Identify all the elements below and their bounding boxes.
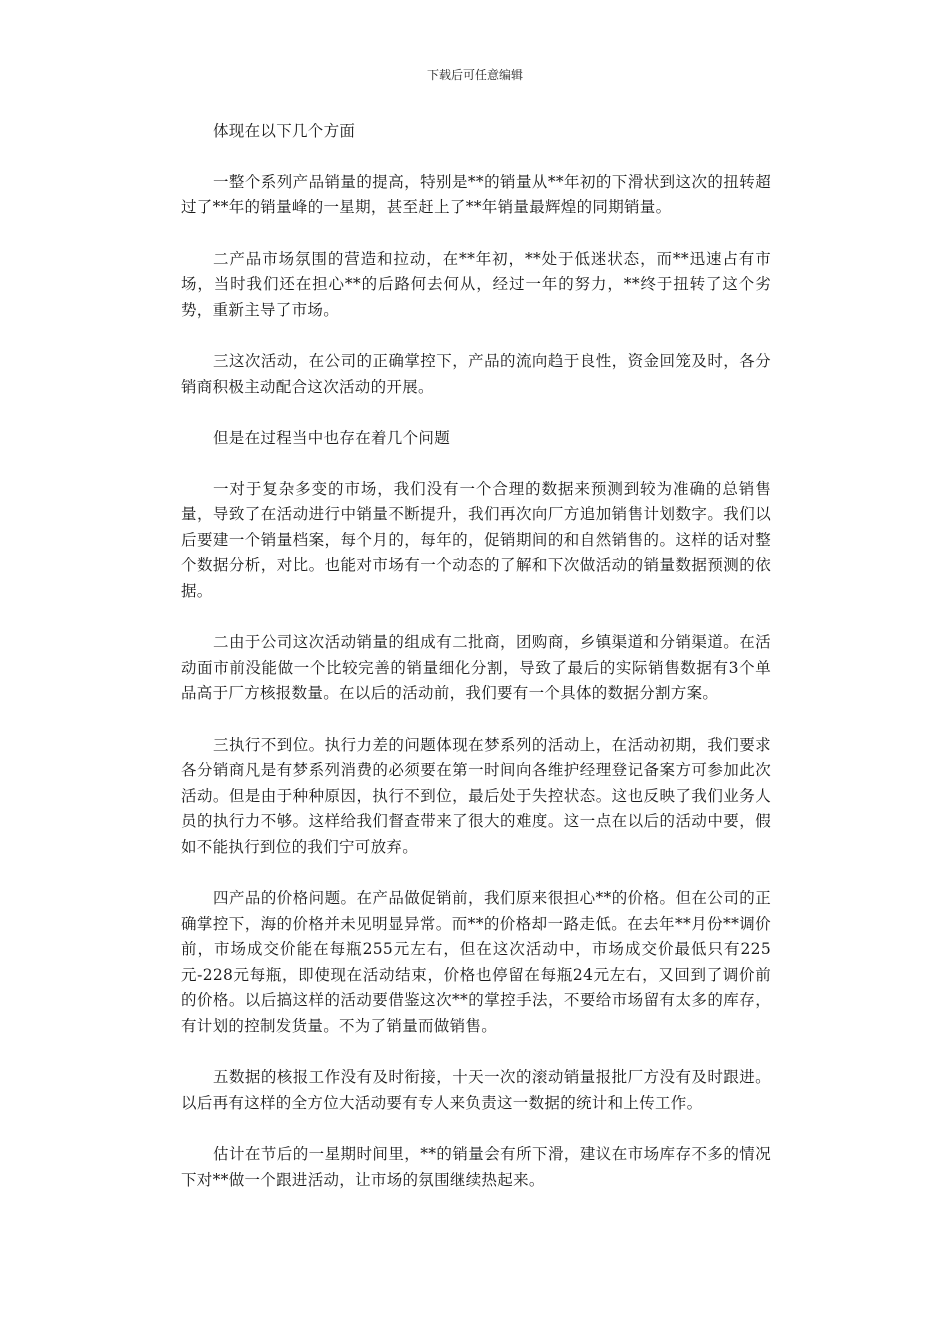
paragraph: 五数据的核报工作没有及时衔接，十天一次的滚动销量报批厂方没有及时跟进。以后再有这样的全方位大活动要有专人来负责这一数据的统计和上传工作。	[181, 1068, 771, 1112]
paragraph: 三执行不到位。执行力差的问题体现在梦系列的活动上，在活动初期，我们要求各分销商凡是有梦系列消费的必须要在第一时间向各维护经理登记备案方可参加此次活动。但是由于种种原因，执行不到位，最后处于失控状态。这也反映了我们业务人员的执行力不够。这样给我们督查带来了很大的难度。这一点在以后的活动中要，假如不能执行到位的我们宁可放弃。	[181, 735, 771, 856]
document-body	[181, 119, 771, 1219]
paragraph: 二产品市场氛围的营造和拉动，在**年初，**处于低迷状态，而**迅速占有市场，当时我们还在担心**的后路何去何从，经过一年的努力，**终于扭转了这个劣势，重新主导了市场。	[181, 249, 771, 319]
section-heading-achievements: 体现在以下几个方面	[213, 122, 356, 140]
paragraph: 一整个系列产品销量的提高，特别是**的销量从**年初的下滑状到这次的扭转超过了**年的销量峰的一星期，甚至赶上了**年销量最辉煌的同期销量。	[181, 172, 771, 216]
paragraph: 四产品的价格问题。在产品做促销前，我们原来很担心**的价格。但在公司的正确掌控下，海的价格并未见明显异常。而**的价格却一路走低。在去年**月份**调价前，市场成交价能在每瓶255元左右，但在这次活动中，市场成交价最低只有225元-228元每瓶，即使现在活动结束，价格也停留在每瓶24元左右，又回到了调价前的价格。以后搞这样的活动要借鉴这次**的掌控手法，不要给市场留有太多的库存，有计划的控制发货量。不为了销量而做销售。	[181, 889, 771, 1035]
paragraph: 一对于复杂多变的市场，我们没有一个合理的数据来预测到较为准确的总销售量，导致了在活动进行中销量不断提升，我们再次向厂方追加销售计划数字。我们以后要建一个销量档案，每个月的，每年的，促销期间的和自然销售的。这样的话对整个数据分析，对比。也能对市场有一个动态的了解和下次做活动的销量数据预测的依据。	[181, 479, 771, 600]
page-header-note: 下载后可任意编辑	[426, 68, 523, 82]
paragraph: 二由于公司这次活动销量的组成有二批商，团购商，乡镇渠道和分销渠道。在活动面市前没能做一个比较完善的销量细化分割，导致了最后的实际销售数据有3个单品高于厂方核报数量。在以后的活动前，我们要有一个具体的数据分割方案。	[181, 633, 771, 702]
paragraph: 三这次活动，在公司的正确掌控下，产品的流向趋于良性，资金回笼及时，各分销商积极主动配合这次活动的开展。	[181, 352, 771, 396]
paragraph: 估计在节后的一星期时间里，**的销量会有所下滑，建议在市场库存不多的情况下对**做一个跟进活动，让市场的氛围继续热起来。	[181, 1145, 771, 1189]
section-heading-problems: 但是在过程当中也存在着几个问题	[213, 429, 451, 447]
